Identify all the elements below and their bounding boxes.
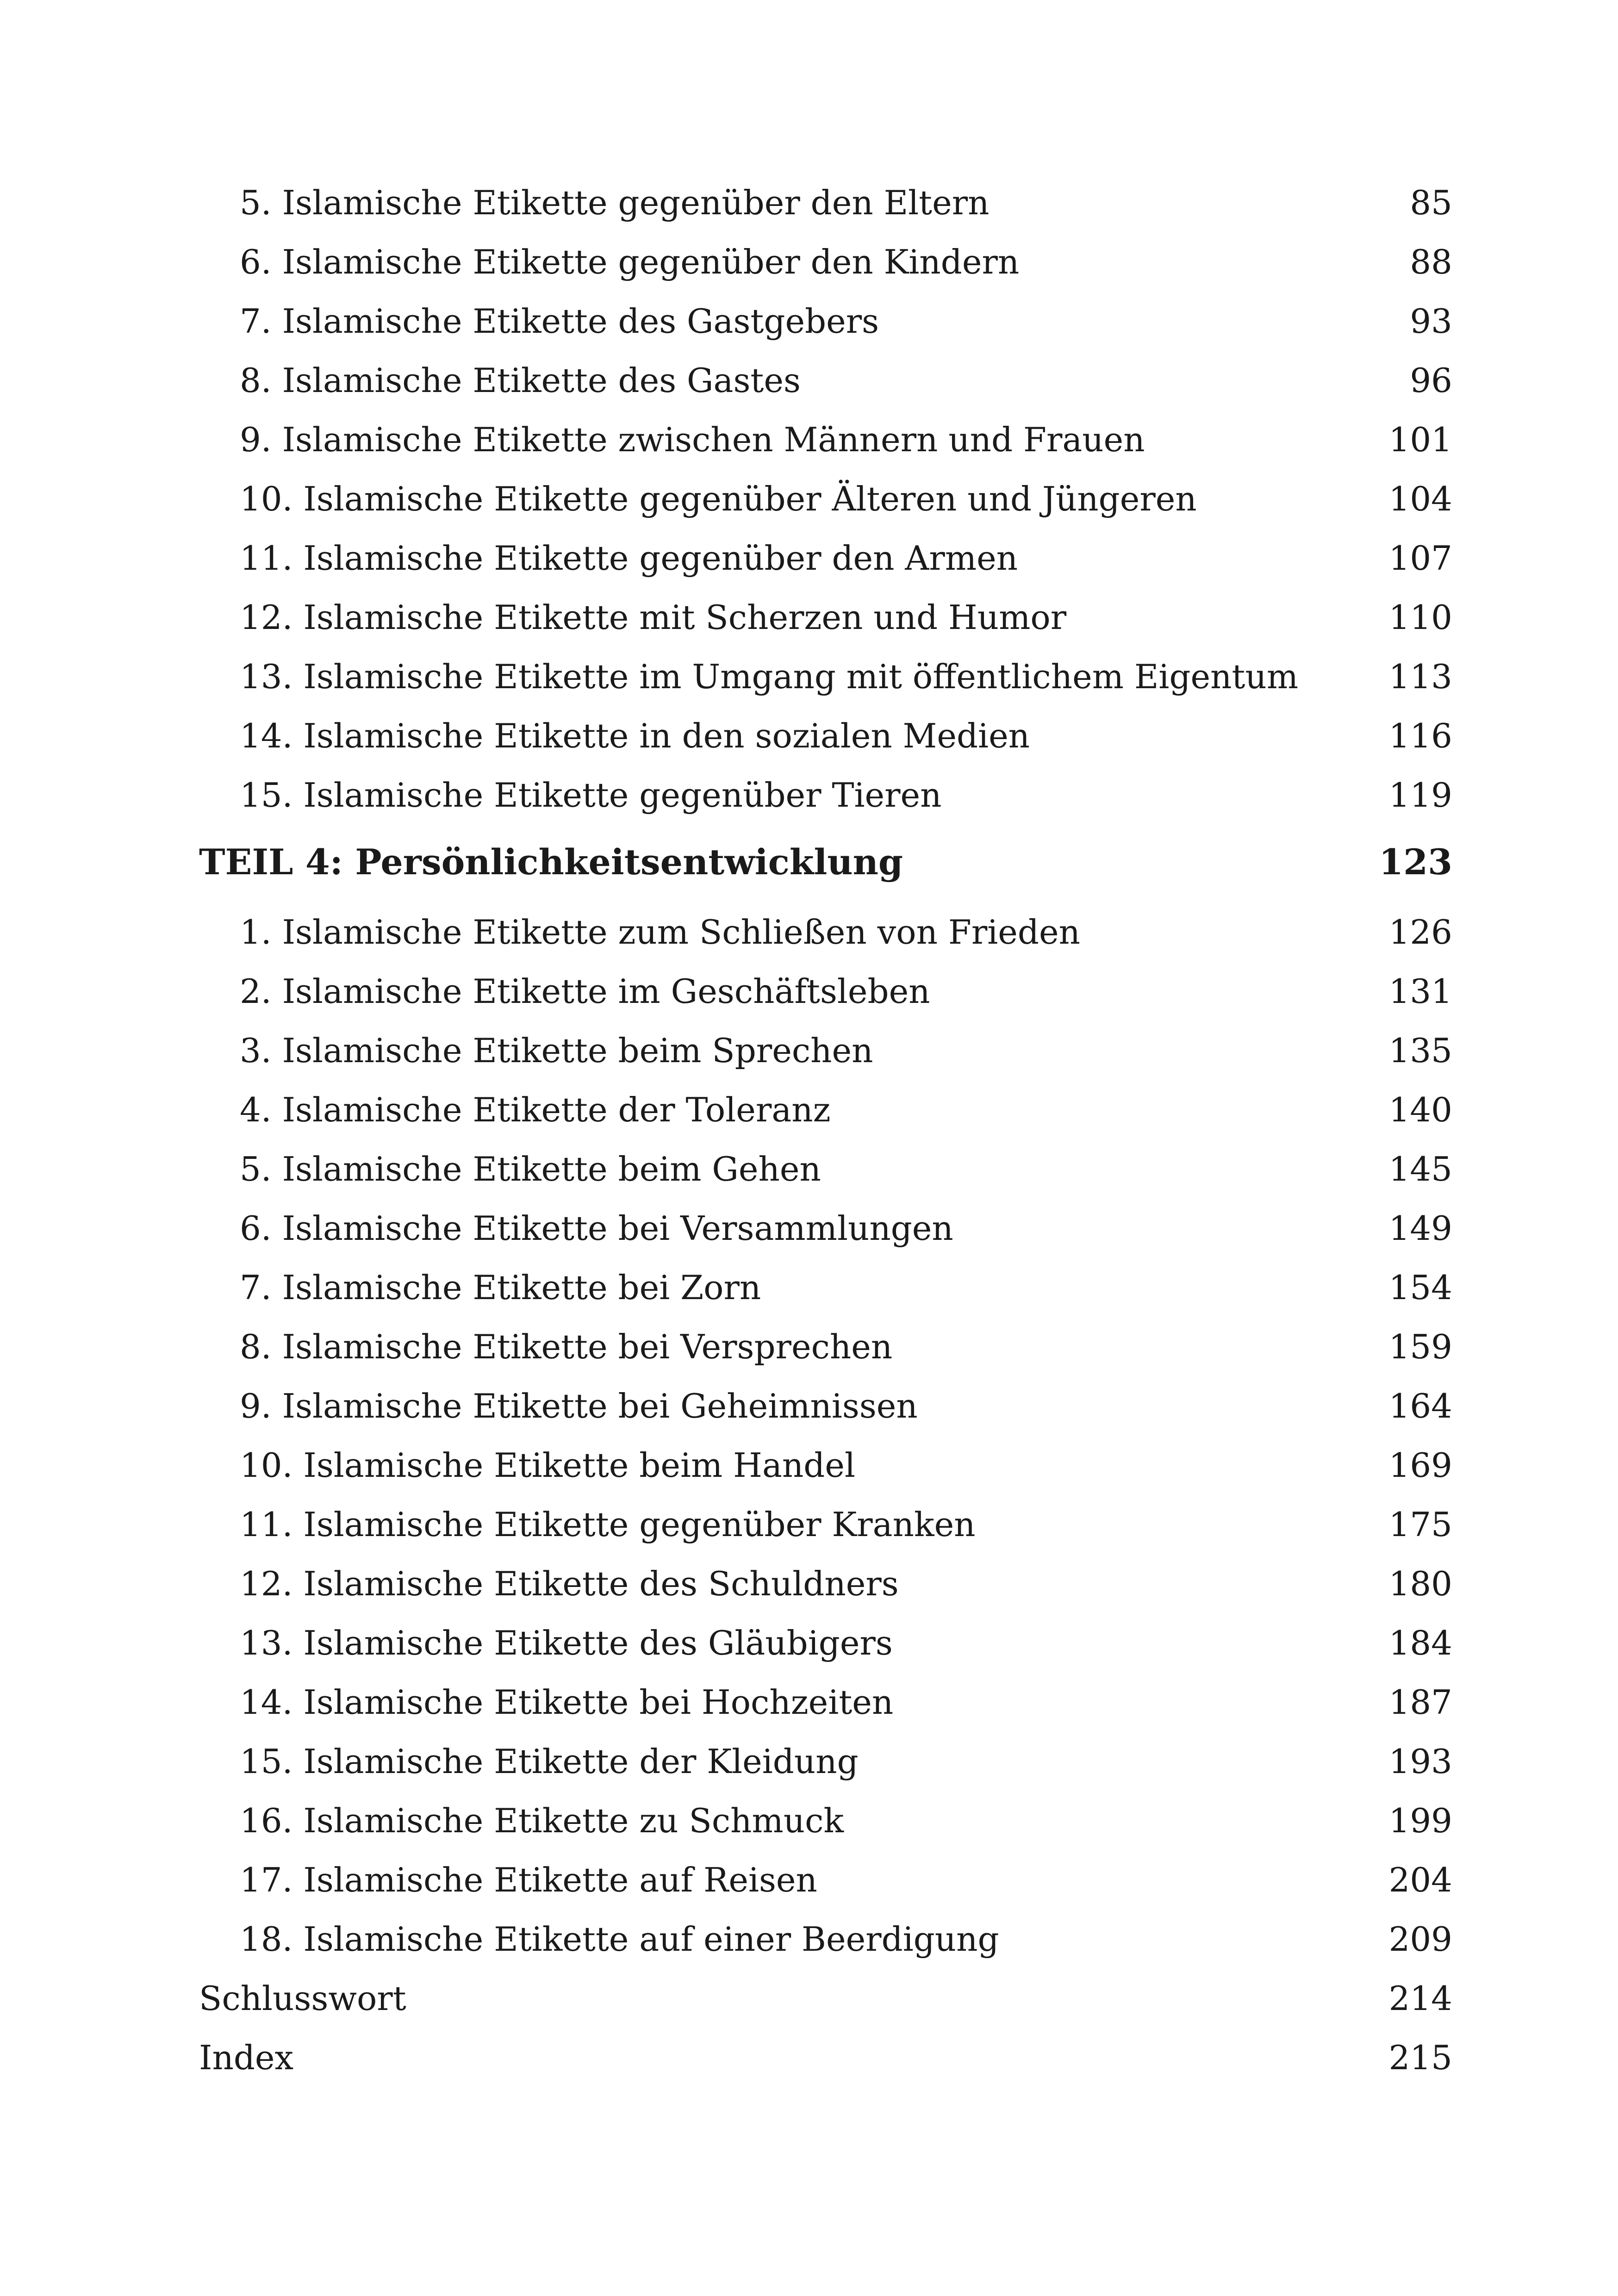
toc-entry-page: 149 (1388, 1209, 1452, 1248)
toc-entry-title: 2. Islamische Etikette im Geschäftsleben (240, 972, 930, 1011)
toc-entry-title: 18. Islamische Etikette auf einer Beerdigung (240, 1920, 999, 1959)
toc-part-title: TEIL 4: Persönlichkeitsentwicklung (199, 841, 903, 883)
toc-entry-title: Schlusswort (199, 1979, 406, 2018)
toc-entry (240, 296, 1452, 347)
toc-entry (240, 533, 1452, 584)
toc-entry-page: 116 (1388, 716, 1452, 755)
toc-entry-page: 180 (1388, 1564, 1452, 1603)
toc-entry (240, 1914, 1452, 1965)
toc-entry-title: 7. Islamische Etikette bei Zorn (240, 1268, 761, 1307)
toc-entry-title: 12. Islamische Etikette des Schuldners (240, 1564, 899, 1603)
toc-entry-page: 215 (1388, 2038, 1452, 2077)
toc-entry-page: 187 (1388, 1683, 1452, 1722)
toc-entry-title: 12. Islamische Etikette mit Scherzen und Humor (240, 598, 1067, 637)
toc-entry-title: 16. Islamische Etikette zu Schmuck (240, 1801, 844, 1840)
toc-entry (240, 1144, 1452, 1195)
toc-entry-title: 5. Islamische Etikette gegenüber den Eltern (240, 183, 989, 222)
toc-entry (240, 592, 1452, 643)
toc-entry-page: 119 (1388, 776, 1452, 815)
toc-entry-title: 4. Islamische Etikette der Toleranz (240, 1090, 831, 1129)
toc-entry (240, 473, 1452, 524)
toc-entry-page: 199 (1388, 1801, 1452, 1840)
toc-entry-title: 8. Islamische Etikette bei Versprechen (240, 1327, 893, 1366)
toc-entry-page: 204 (1388, 1860, 1452, 1899)
toc-entry (240, 1854, 1452, 1905)
toc-entry (240, 1203, 1452, 1254)
toc-entry (240, 1440, 1452, 1491)
toc-entry-page: 169 (1388, 1446, 1452, 1485)
toc-endmatter-entry (199, 2032, 1452, 2083)
toc-entry (240, 355, 1452, 406)
toc-entry-title: 6. Islamische Etikette bei Versammlungen (240, 1209, 953, 1248)
toc-entry-page: 113 (1388, 657, 1452, 696)
toc-entry (240, 966, 1452, 1017)
toc-entry-page: 209 (1388, 1920, 1452, 1959)
toc-entry-page: 104 (1388, 479, 1452, 518)
toc-entry (240, 1736, 1452, 1787)
toc-entry-page: 131 (1388, 972, 1452, 1011)
toc-entry (240, 414, 1452, 465)
toc-endmatter-entry (199, 1973, 1452, 2024)
toc-entry (240, 236, 1452, 287)
toc-entry (240, 1084, 1452, 1135)
toc-entry (240, 907, 1452, 958)
toc-entry-page: 88 (1410, 243, 1452, 281)
toc-entry (240, 1499, 1452, 1550)
toc-entry-title: 13. Islamische Etikette des Gläubigers (240, 1624, 893, 1662)
toc-entry-page: 101 (1388, 420, 1452, 459)
toc-entry (240, 1558, 1452, 1609)
toc-entry-title: 1. Islamische Etikette zum Schließen von Frieden (240, 913, 1080, 952)
toc-entry-page: 85 (1410, 183, 1452, 222)
toc-entry-title: 6. Islamische Etikette gegenüber den Kindern (240, 243, 1020, 281)
toc-entry-title: 13. Islamische Etikette im Umgang mit öffentlichem Eigentum (240, 657, 1299, 696)
toc-part-page: 123 (1379, 841, 1452, 883)
toc-entry (240, 1677, 1452, 1728)
toc-entry-page: 96 (1410, 361, 1452, 400)
toc-entry-title: 10. Islamische Etikette gegenüber Älteren und Jüngeren (240, 479, 1197, 518)
toc-entry (240, 1795, 1452, 1846)
toc-entry-title: 9. Islamische Etikette zwischen Männern und Frauen (240, 420, 1145, 459)
toc-entry-title: 11. Islamische Etikette gegenüber Kranken (240, 1505, 976, 1544)
toc-entry-title: 3. Islamische Etikette beim Sprechen (240, 1031, 873, 1070)
toc-entry (240, 710, 1452, 761)
toc-entry (240, 1262, 1452, 1313)
toc-entry-title: 15. Islamische Etikette gegenüber Tieren (240, 776, 942, 815)
toc-entry (240, 1025, 1452, 1076)
toc-entry-page: 159 (1388, 1327, 1452, 1366)
toc-entry (240, 651, 1452, 702)
toc-entry-page: 175 (1388, 1505, 1452, 1544)
toc-part-heading (199, 834, 1452, 890)
toc-entry-page: 107 (1388, 539, 1452, 578)
toc-entry-page: 145 (1388, 1150, 1452, 1188)
toc-entry (240, 1381, 1452, 1431)
toc-entry-title: 17. Islamische Etikette auf Reisen (240, 1860, 817, 1899)
toc-entry-page: 135 (1388, 1031, 1452, 1070)
toc-entry-title: 5. Islamische Etikette beim Gehen (240, 1150, 821, 1188)
toc-entry (240, 770, 1452, 821)
toc-entry-title: 14. Islamische Etikette in den sozialen Medien (240, 716, 1030, 755)
toc-entry-title: Index (199, 2038, 294, 2077)
toc-entry-page: 214 (1388, 1979, 1452, 2018)
toc-entry-page: 164 (1388, 1387, 1452, 1425)
toc-entry-page: 140 (1388, 1090, 1452, 1129)
toc-entry (240, 1321, 1452, 1372)
toc-entry-title: 7. Islamische Etikette des Gastgebers (240, 302, 879, 341)
toc-entry-page: 93 (1410, 302, 1452, 341)
toc-entry-page: 110 (1388, 598, 1452, 637)
toc-entry-title: 14. Islamische Etikette bei Hochzeiten (240, 1683, 894, 1722)
toc-entry (240, 1618, 1452, 1668)
toc-entry-page: 193 (1388, 1742, 1452, 1781)
toc-entry-title: 11. Islamische Etikette gegenüber den Armen (240, 539, 1018, 578)
toc-entry (240, 177, 1452, 228)
toc-entry-title: 8. Islamische Etikette des Gastes (240, 361, 801, 400)
toc-entry-title: 15. Islamische Etikette der Kleidung (240, 1742, 859, 1781)
toc-entry-page: 184 (1388, 1624, 1452, 1662)
toc-entry-title: 10. Islamische Etikette beim Handel (240, 1446, 855, 1485)
toc-entry-page: 154 (1388, 1268, 1452, 1307)
toc-entry-title: 9. Islamische Etikette bei Geheimnissen (240, 1387, 918, 1425)
toc-entry-page: 126 (1388, 913, 1452, 952)
